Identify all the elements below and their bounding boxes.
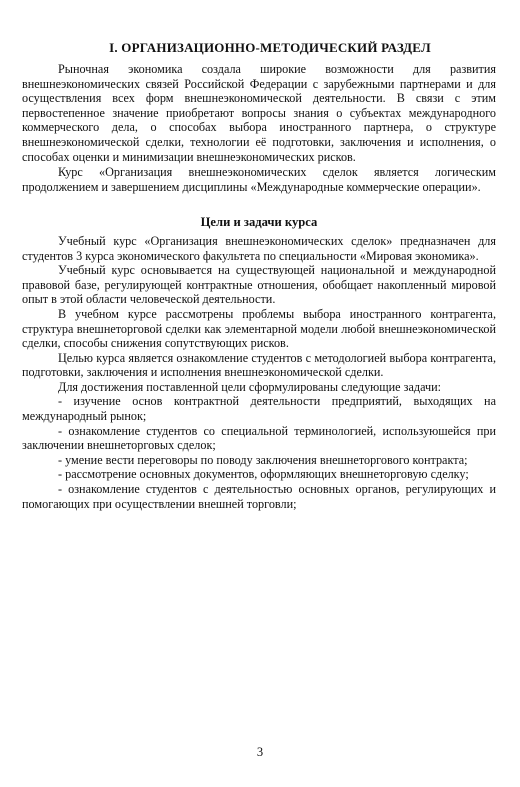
goals-paragraph: В учебном курсе рассмотрены проблемы выбора иностранного контрагента, структура внешнеторговой сделки как элементарной модели любой внешнеэкономической сделки, способы снижения сопутствующих рисков.	[22, 306, 496, 351]
task-item: - ознакомление студентов со специальной терминологией, используюшейся при заключении внешнеторговых сделок;	[22, 423, 496, 453]
goals-paragraph: Учебный курс основывается на существующей национальной и международной правовой базе, регулирующей контрактные отношения, обобщает накопленный мировой опыт в этой области человеческой деятельности.	[22, 263, 496, 307]
intro-paragraph: Курс «Организация внешнеэкономических сделок является логическим продолжением и завершением дисциплины «Международные коммерческие операции».	[22, 165, 496, 194]
task-item: - рассмотрение основных документов, оформляющих внешнеторговую сделку;	[58, 467, 469, 482]
intro-paragraph: Рыночная экономика создала широкие возможности для развития внешнеэкономических связей Российской Федерации с зарубежными партнерами и для осуществления всех форм внешнеэкономической деятельности. В связи с этим первостепенное значение приобретают вопросы знания о субъектах международного коммерческого дела, о способах выбора иностранного партнера, о структуре внешнеэкономической сделки, технологии её подготовки, заключения и исполнения, о способах оценки и минимизации внешнеэкономических рисков.	[22, 62, 496, 164]
goals-paragraph: Для достижения поставленной цели сформулированы следующие задачи:	[58, 379, 442, 394]
goals-paragraph: Целью курса является ознакомление студентов с методологией выбора контрагента, подготовки, заключения и исполнения внешнеэкономической сделки.	[22, 350, 496, 380]
goals-heading: Цели и задачи курса	[200, 215, 318, 230]
section-title: I. ОРГАНИЗАЦИОННО-МЕТОДИЧЕСКИЙ РАЗДЕЛ	[109, 40, 431, 55]
goals-paragraph: Учебный курс «Организация внешнеэкономических сделок» предназначен для студентов 3 курса экономического факультета по специальности «Мировая экономика».	[22, 233, 496, 263]
task-item: - ознакомление студентов с деятельностью основных органов, регулирующих и помогающих при осуществлении внешней торговли;	[22, 482, 496, 511]
task-item: - умение вести переговоры по поводу заключения внешнеторгового контракта;	[58, 452, 468, 467]
page-number: 3	[256, 745, 264, 759]
task-list	[22, 394, 496, 511]
task-item: - изучение основ контрактной деятельности предприятий, выходящих на международный рынок;	[22, 394, 496, 424]
body-text	[22, 62, 496, 511]
